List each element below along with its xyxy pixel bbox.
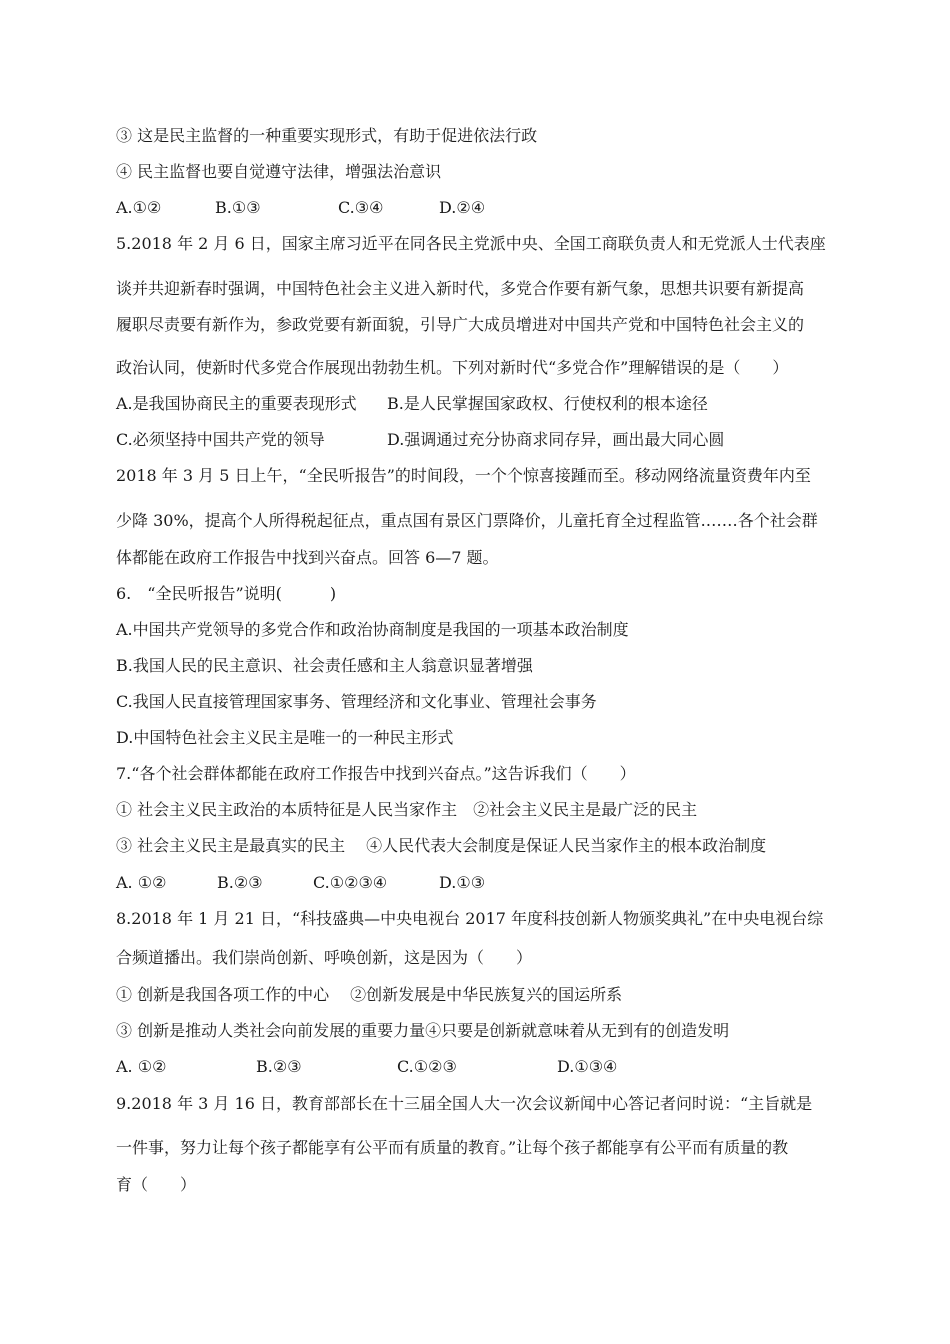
material-line-1: 2018 年 3 月 5 日上午，“全民听报告”的时间段，一个个惊喜接踵而至。移动网络流量资费年内至 xyxy=(116,466,811,485)
q5-stem-line-1: 5.2018 年 2 月 6 日，国家主席习近平在同各民主党派中央、全国工商联负责人和无党派人士代表座 xyxy=(116,234,826,253)
q7-stem: 7.“各个社会群体都能在政府工作报告中找到兴奋点。”这告诉我们（ ） xyxy=(116,764,636,783)
q7-option-b: B.②③ xyxy=(217,873,263,892)
q6-option-d: D.中国特色社会主义民主是唯一的一种民主形式 xyxy=(116,728,454,747)
q4-option-d: D.②④ xyxy=(439,198,486,217)
q8-stem-line-2: 合频道播出。我们崇尚创新、呼唤创新，这是因为（ ） xyxy=(116,948,533,967)
q6-option-b: B.我国人民的民主意识、社会责任感和主人翁意识显著增强 xyxy=(116,656,533,675)
material-line-3: 体都能在政府工作报告中找到兴奋点。回答 6—7 题。 xyxy=(116,548,499,567)
q6-option-a: A.中国共产党领导的多党合作和政治协商制度是我国的一项基本政治制度 xyxy=(116,620,629,639)
q4-option-c: C.③④ xyxy=(338,198,384,217)
q8-option-d: D.①③④ xyxy=(557,1057,618,1076)
q9-stem-line-1: 9.2018 年 3 月 16 日，教育部部长在十三届全国人大一次会议新闻中心答记者问时说：“主旨就是 xyxy=(116,1094,813,1113)
q8-option-c: C.①②③ xyxy=(397,1057,457,1076)
q7-item-row-1: ① 社会主义民主政治的本质特征是人民当家作主 ②社会主义民主是最广泛的民主 xyxy=(116,800,698,819)
q5-stem-line-3: 履职尽责要有新作为，参政党要有新面貌，引导广大成员增进对中国共产党和中国特色社会主义的 xyxy=(116,315,805,334)
q8-stem-line-1: 8.2018 年 1 月 21 日，“科技盛典—中央电视台 2017 年度科技创新人物颁奖典礼”在中央电视台综 xyxy=(116,909,824,928)
q4-option-a: A.①② xyxy=(116,198,162,217)
q5-option-d: D.强调通过充分协商求同存异，画出最大同心圆 xyxy=(387,430,725,449)
q5-option-b: B.是人民掌握国家政权、行使权利的根本途径 xyxy=(387,394,708,413)
q8-option-b: B.②③ xyxy=(256,1057,302,1076)
q5-option-a: A.是我国协商民主的重要表现形式 xyxy=(116,394,357,413)
q7-option-c: C.①②③④ xyxy=(313,873,388,892)
q4-item-4: ④ 民主监督也要自觉遵守法律，增强法治意识 xyxy=(116,162,442,181)
q9-stem-line-3: 育（ ） xyxy=(116,1175,197,1194)
q4-option-b: B.①③ xyxy=(215,198,261,217)
q7-option-a: A. ①② xyxy=(116,873,167,892)
q7-option-d: D.①③ xyxy=(439,873,486,892)
q6-option-c: C.我国人民直接管理国家事务、管理经济和文化事业、管理社会事务 xyxy=(116,692,597,711)
q8-option-a: A. ①② xyxy=(116,1057,167,1076)
q5-stem-line-4: 政治认同，使新时代多党合作展现出勃勃生机。下列对新时代“多党合作”理解错误的是（ ） xyxy=(116,358,789,377)
q8-item-row-2: ③ 创新是推动人类社会向前发展的重要力量④只要是创新就意味着从无到有的创造发明 xyxy=(116,1021,730,1040)
material-line-2: 少降 30%，提高个人所得税起征点，重点国有景区门票降价，儿童托育全过程监管.……各个社会群 xyxy=(116,511,818,530)
q7-item-row-2: ③ 社会主义民主是最真实的民主 ④人民代表大会制度是保证人民当家作主的根本政治制度 xyxy=(116,836,767,855)
q9-stem-line-2: 一件事，努力让每个孩子都能享有公平而有质量的教育。”让每个孩子都能享有公平而有质量的教 xyxy=(116,1138,789,1157)
q4-item-3: ③ 这是民主监督的一种重要实现形式，有助于促进依法行政 xyxy=(116,126,538,145)
q5-stem-line-2: 谈并共迎新春时强调，中国特色社会主义进入新时代，多党合作要有新气象，思想共识要有新提高 xyxy=(116,279,805,298)
q6-stem: 6. “全民听报告”说明( ) xyxy=(116,584,337,603)
q8-item-row-1: ① 创新是我国各项工作的中心 ②创新发展是中华民族复兴的国运所系 xyxy=(116,985,623,1004)
q5-option-c: C.必须坚持中国共产党的领导 xyxy=(116,430,325,449)
